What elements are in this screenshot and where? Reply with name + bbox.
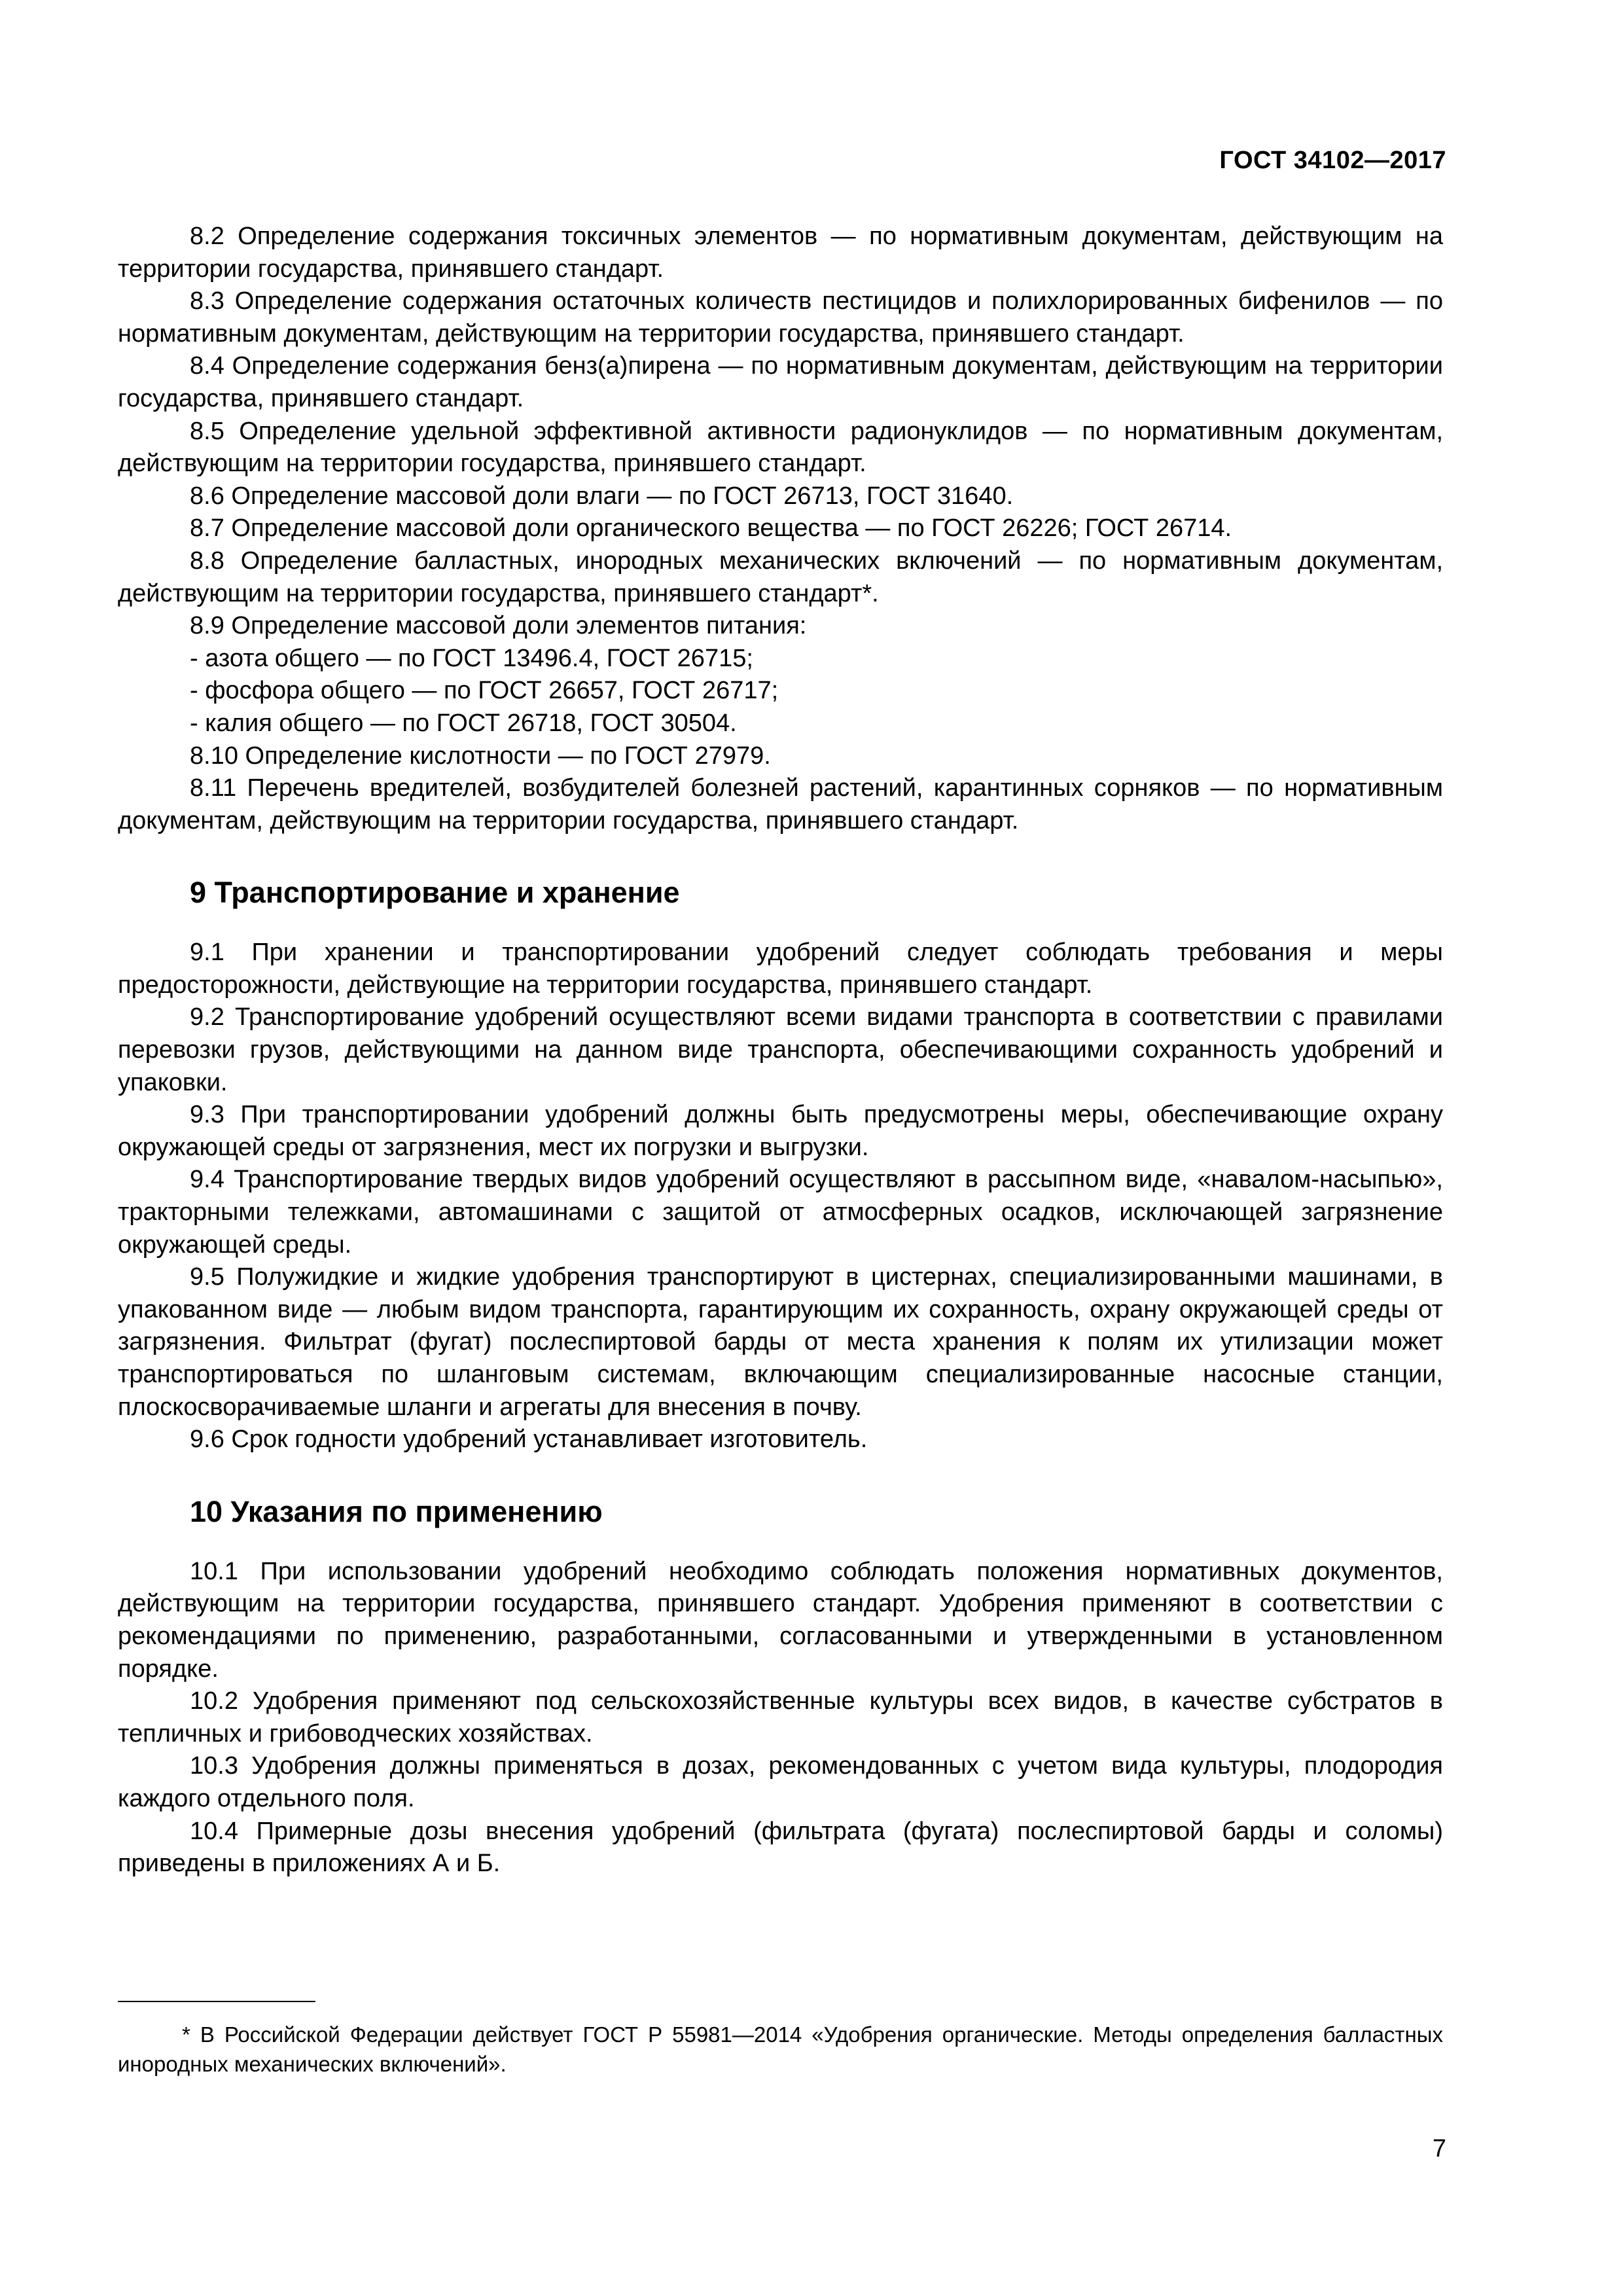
- paragraph-8-3: 8.3 Определение содержания остаточных количеств пестицидов и полихлорированных бифенилов — по нормативным документам, действующим на территории государства, принявшего стандарт.: [118, 287, 1443, 348]
- list-item-phosphorus: - фосфора общего — по ГОСТ 26657, ГОСТ 26717;: [190, 677, 779, 705]
- footnote-text: * В Российской Федерации действует ГОСТ Р 55981—2014 «Удобрения органические. Методы определения балластных инородных механических включений».: [118, 2022, 1443, 2076]
- paragraph-8-2: 8.2 Определение содержания токсичных элементов — по нормативным документам, действующим на территории государства, принявшего стандарт.: [118, 223, 1443, 283]
- standard-header: ГОСТ 34102—2017: [1219, 147, 1446, 174]
- paragraph-8-4: 8.4 Определение содержания бенз(а)пирена — по нормативным документам, действующим на территории государства, принявшего стандарт.: [118, 352, 1443, 412]
- paragraph-8-6: 8.6 Определение массовой доли влаги — по ГОСТ 26713, ГОСТ 31640.: [190, 482, 1014, 510]
- paragraph-9-2: 9.2 Транспортирование удобрений осуществляют всеми видами транспорта в соответствии с правилами перевозки грузов, действующими на данном виде транспорта, обеспечивающими сохранность удобрений и упаковки.: [118, 1003, 1443, 1096]
- footnote: [118, 2020, 1443, 2079]
- paragraph-9-6: 9.6 Срок годности удобрений устанавливает изготовитель.: [190, 1426, 868, 1454]
- section-8-continuation: [118, 221, 1443, 837]
- paragraph-10-3: 10.3 Удобрения должны применяться в дозах, рекомендованных с учетом вида культуры, плодородия каждого отдельного поля.: [118, 1752, 1443, 1812]
- paragraph-10-2: 10.2 Удобрения применяют под сельскохозяйственные культуры всех видов, в качестве субстратов в тепличных и грибоводческих хозяйствах.: [118, 1687, 1443, 1748]
- paragraph-9-3: 9.3 При транспортировании удобрений должны быть предусмотрены меры, обеспечивающие охрану окружающей среды от загрязнения, мест их погрузки и выгрузки.: [118, 1101, 1443, 1161]
- page-number: 7: [1432, 2135, 1446, 2162]
- paragraph-8-10: 8.10 Определение кислотности — по ГОСТ 27979.: [190, 742, 771, 770]
- paragraph-9-1: 9.1 При хранении и транспортировании удобрений следует соблюдать требования и меры предосторожности, действующие на территории государства, принявшего стандарт.: [118, 939, 1443, 999]
- section-10: [118, 1494, 1443, 1880]
- page-body: [118, 221, 1443, 1880]
- list-item-nitrogen: - азота общего — по ГОСТ 13496.4, ГОСТ 26715;: [190, 644, 753, 672]
- paragraph-9-5: 9.5 Полужидкие и жидкие удобрения транспортируют в цистернах, специализированными машинами, в упакованном виде — любым видом транспорта, гарантирующим их сохранность, охрану окружающей среды от загрязнения. Фильтрат (фугат) послеспиртовой барды от места хранения к полям их утилизации может транспортироваться по шланговым системам, включающим специализированные насосные станции, плоскосворачиваемые шланги и агрегаты для внесения в почву.: [118, 1263, 1443, 1421]
- section-9-heading: 9 Транспортирование и хранение: [190, 876, 680, 910]
- paragraph-10-4: 10.4 Примерные дозы внесения удобрений (фильтрата (фугата) послеспиртовой барды и соломы) приведены в приложениях А и Б.: [118, 1817, 1443, 1878]
- paragraph-8-9: 8.9 Определение массовой доли элементов питания:: [190, 612, 807, 640]
- paragraph-9-4: 9.4 Транспортирование твердых видов удобрений осуществляют в рассыпном виде, «навалом-насыпью», тракторными тележками, автомашинами с защитой от атмосферных осадков, исключающей загрязнение окружающей среды.: [118, 1166, 1443, 1259]
- list-item-potassium: - калия общего — по ГОСТ 26718, ГОСТ 30504.: [190, 709, 737, 737]
- paragraph-8-7: 8.7 Определение массовой доли органического вещества — по ГОСТ 26226; ГОСТ 26714.: [190, 514, 1232, 543]
- section-9: [118, 874, 1443, 1456]
- paragraph-8-11: 8.11 Перечень вредителей, возбудителей болезней растений, карантинных сорняков — по нормативным документам, действующим на территории государства, принявшего стандарт.: [118, 774, 1443, 834]
- paragraph-8-8: 8.8 Определение балластных, инородных механических включений — по нормативным документам, действующим на территории государства, принявшего стандарт*.: [118, 547, 1443, 607]
- footnote-divider: [118, 2001, 315, 2002]
- paragraph-10-1: 10.1 При использовании удобрений необходимо соблюдать положения нормативных документов, действующим на территории государства, принявшего стандарт. Удобрения применяют в соответствии с рекомендациями по применению, разработанными, согласованными и утвержденными в установленном порядке.: [118, 1557, 1443, 1683]
- paragraph-8-5: 8.5 Определение удельной эффективной активности радионуклидов — по нормативным документам, действующим на территории государства, принявшего стандарт.: [118, 417, 1443, 478]
- section-10-heading: 10 Указания по применению: [190, 1494, 603, 1528]
